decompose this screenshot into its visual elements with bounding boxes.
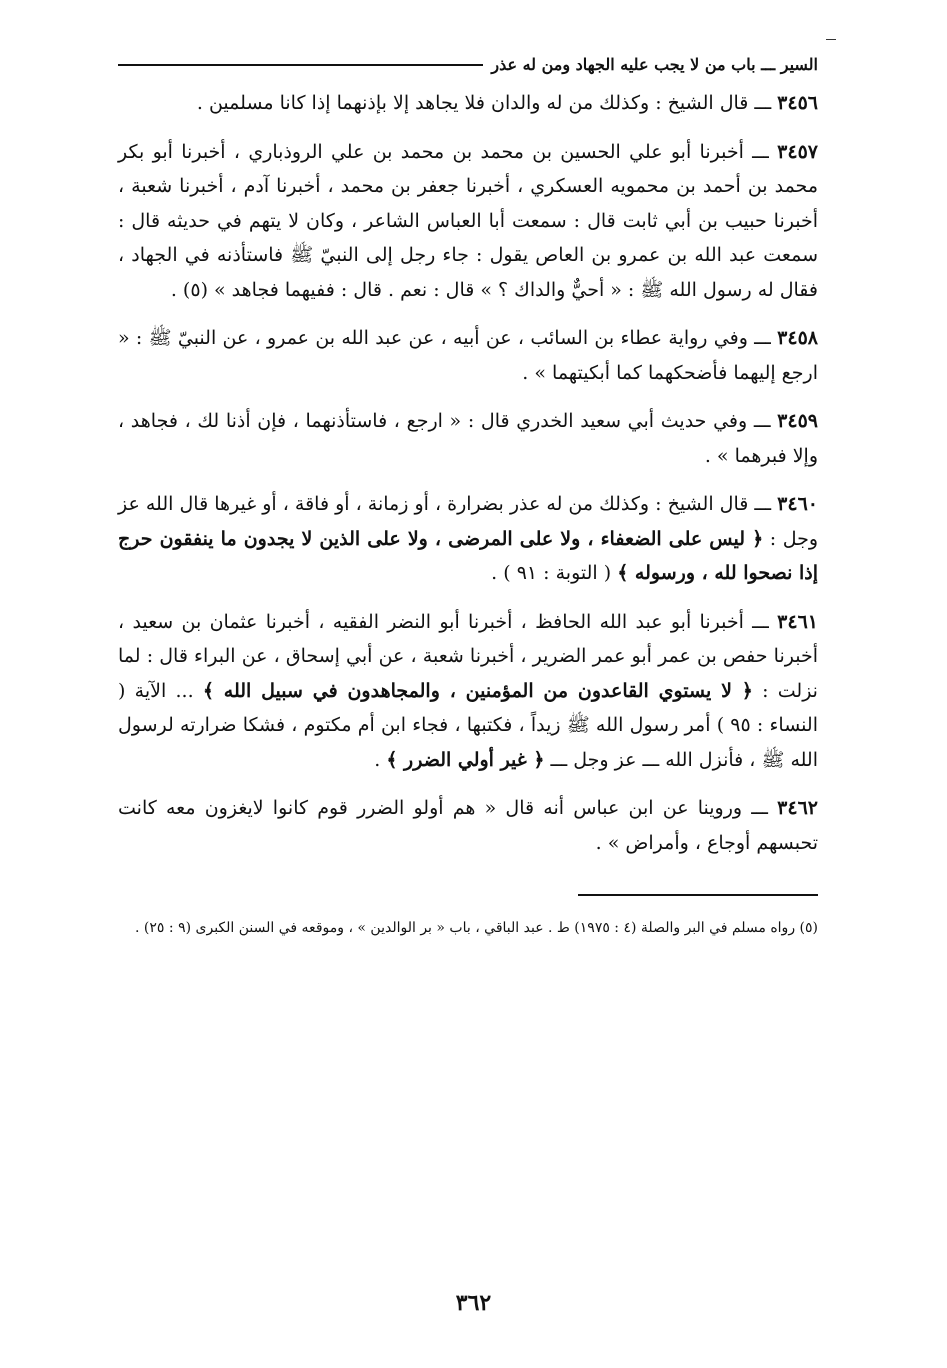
paragraph-text: ـــ وفي حديث أبي سعيد الخدري قال : « ارجع ، فاستأذنهما ، فإن أذنا لك ، فجاهد ، وإلا فبرهما » . xyxy=(118,410,818,467)
paragraph-٣٤٥٦ xyxy=(118,86,818,121)
paragraph-text: ـــ أخبرنا أبو علي الحسين بن محمد بن محمد بن علي الروذباري ، أخبرنا أبو بكر محمد بن أحمد بن محمويه العسكري ، أخبرنا جعفر بن محمد ، أخبرنا آدم ، أخبرنا شعبة ، أخبرنا حبيب بن أبي ثابت قال : سمعت أبا العباس الشاعر ، وكان لا يتهم في حديثه قال : سمعت عبد الله بن عمرو بن العاص يقول : جاء رجل إلى النبيّ ﷺ فاستأذنه في الجهاد ، فقال له رسول الله ﷺ : « أحيٌّ والداك ؟ » قال : نعم . قال : ففيهما فجاهد » (٥) . xyxy=(118,140,818,301)
page-body xyxy=(118,55,818,941)
running-head xyxy=(118,55,818,74)
paragraph-text: ـــ قال الشيخ : وكذلك من له عذر بضرارة ، أو زمانة ، أو فاقة ، أو غيرها قال الله عز وجل : xyxy=(118,493,819,550)
paragraph-٣٤٥٨ xyxy=(118,321,818,390)
paragraph-٣٤٥٩ xyxy=(118,404,818,473)
paragraph-number: ٣٤٥٩ xyxy=(777,410,818,432)
paragraph-٣٤٦١ xyxy=(118,605,818,778)
paragraph-٣٤٥٧ xyxy=(118,135,818,308)
paragraph-text: ( التوبة : ٩١ ) . xyxy=(491,562,618,584)
paragraph-text: ـــ قال الشيخ : وكذلك من له والدان فلا يجاهد إلا بإذنهما إذا كانا مسلمين . xyxy=(196,92,778,114)
paragraph-number: ٣٤٥٨ xyxy=(777,327,818,349)
quran-quote: ﴿ غير أولي الضرر ﴾ xyxy=(386,748,545,771)
paragraph-text: ـــ أخبرنا أبو عبد الله الحافظ ، أخبرنا أبو النضر الفقيه ، أخبرنا عثمان بن سعيد ، أخبرنا حفص بن عمر أبو عمر الضرير ، أخبرنا شعبة ، عن أبي إسحاق ، عن البراء قال : لما نزلت : xyxy=(118,610,818,702)
quran-quote: ﴿ لا يستوي القاعدون من المؤمنين ، والمجاهدون في سبيل الله ﴾ xyxy=(202,679,753,702)
paragraph-٣٤٦٠ xyxy=(118,487,818,591)
paragraph-number: ٣٤٥٦ xyxy=(777,92,818,114)
footnote: (٥) رواه مسلم في البر والصلة (٤ : ١٩٧٥) ط . عبد الباقي ، باب « بر الوالدين » ، وموقعه في السنن الكبرى (٩ : ٢٥) . xyxy=(135,920,818,936)
paragraph-text: . xyxy=(374,748,387,771)
page-number: ٣٦٢ xyxy=(455,1290,492,1316)
running-head-title: السير ـــ باب من لا يجب عليه الجهاد ومن له عذر xyxy=(491,55,818,74)
corner-mark xyxy=(826,39,836,40)
running-head-rule xyxy=(118,64,483,66)
paragraphs xyxy=(118,86,818,860)
paragraph-number: ٣٤٥٧ xyxy=(777,140,818,163)
paragraph-text: ... الآية ( النساء : ٩٥ ) أمر رسول الله ﷺ زيداً ، فكتبها ، فجاء ابن أم مكتوم ، فشكا ضرارته لرسول الله ﷺ ، فأنزل الله ـــ عز وجل ـــ xyxy=(118,679,818,771)
paragraph-٣٤٦٢ xyxy=(118,791,818,860)
paragraph-text: ـــ وروينا عن ابن عباس أنه قال « هم أولو الضرر قوم كانوا لايغزون معه كانت تحبسهم أوجاع ، وأمراض » . xyxy=(118,797,818,854)
paragraph-number: ٣٤٦٢ xyxy=(777,797,818,819)
footnote-rule xyxy=(578,894,818,896)
paragraph-number: ٣٤٦٠ xyxy=(777,493,818,515)
paragraph-number: ٣٤٦١ xyxy=(777,610,818,633)
quran-quote: ﴿ ليس على الضعفاء ، ولا على المرضى ، ولا على الذين لا يجدون ما ينفقون حرج إذا نصحوا لله ، ورسوله ﴾ xyxy=(118,527,818,584)
paragraph-text: ـــ وفي رواية عطاء بن السائب ، عن أبيه ، عن عبد الله بن عمرو ، عن النبيّ ﷺ : « ارجع إليهما فأضحكهما كما أبكيتهما » . xyxy=(118,327,818,384)
